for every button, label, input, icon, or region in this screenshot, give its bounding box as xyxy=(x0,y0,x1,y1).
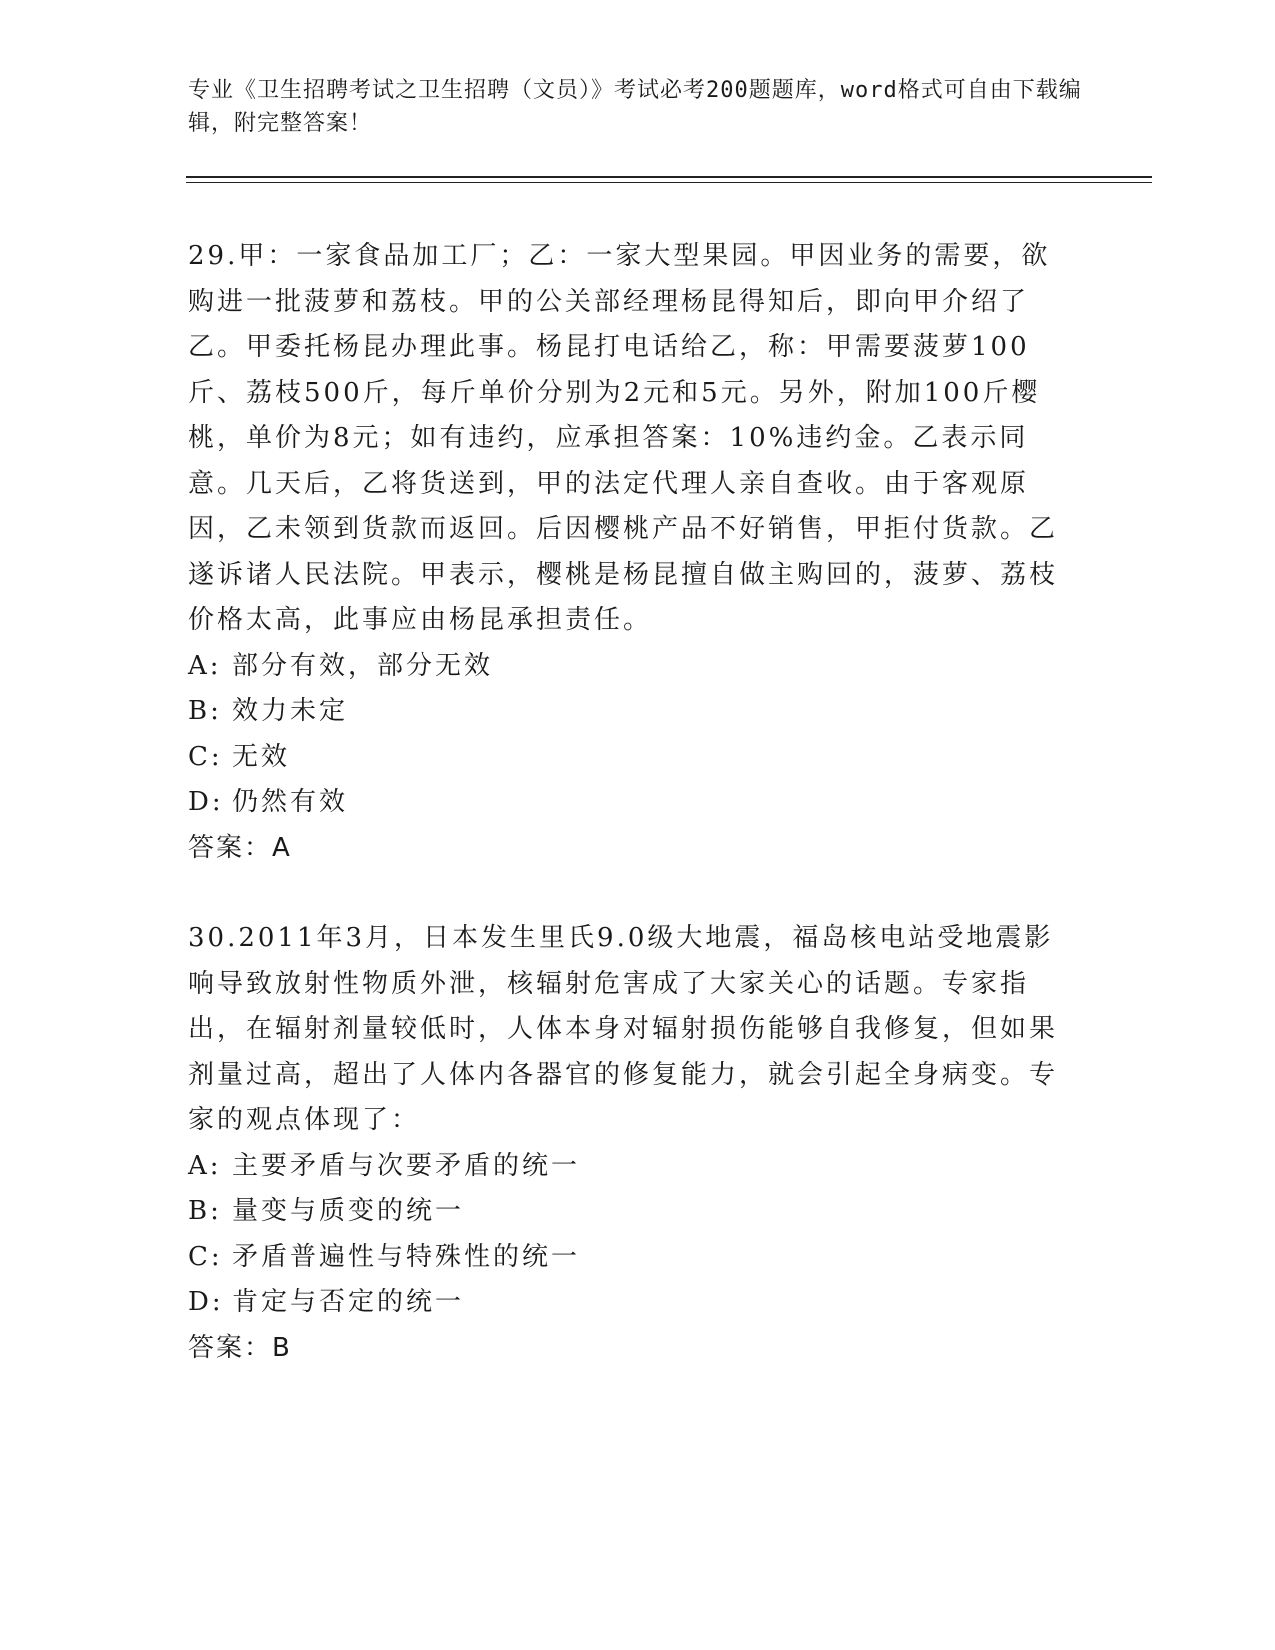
option-key: A: xyxy=(188,650,222,681)
option-text: 部分有效，部分无效 xyxy=(232,650,494,681)
option-text: 主要矛盾与次要矛盾的统一 xyxy=(232,1150,581,1181)
option-text: 无效 xyxy=(232,741,291,772)
answer-line: 答案：B xyxy=(188,1332,292,1363)
question-stem: 30.2011年3月，日本发生里氏9.0级大地震，福岛核电站受地震影响导致放射性物质外泄，核辐射危害成了大家关心的话题。专家指出，在辐射剂量较低时，人体本身对辐射损伤能够自我修复，但如果剂量过高，超出了人体内各器官的修复能力，就会引起全身病变。专家的观点体现了： xyxy=(188,923,1059,1135)
option-key: D: xyxy=(188,1287,224,1317)
option-text: 量变与质变的统一 xyxy=(232,1196,465,1226)
option-c xyxy=(188,1235,1073,1281)
option-d xyxy=(188,780,1073,826)
answer-line: 答案：A xyxy=(188,832,292,863)
question-30 xyxy=(188,916,1073,1371)
option-key: C: xyxy=(188,741,223,772)
option-key: A: xyxy=(188,1150,222,1181)
question-29 xyxy=(188,234,1073,871)
question-stem: 29.甲：一家食品加工厂；乙：一家大型果园。甲因业务的需要，欲购进一批菠萝和荔枝。甲的公关部经理杨昆得知后，即向甲介绍了乙。甲委托杨昆办理此事。杨昆打电话给乙，称：甲需要菠萝100斤、荔枝500斤，每斤单价分别为2元和5元。另外，附加100斤樱桃，单价为8元；如有违约，应承担答案：10%违约金。乙表示同意。几天后，乙将货送到，甲的法定代理人亲自查收。由于客观原因，乙未领到货款而返回。后因樱桃产品不好销售，甲拒付货款。乙遂诉诸人民法院。甲表示，樱桃是杨昆擅自做主购回的，菠萝、荔枝价格太高，此事应由杨昆承担责任。 xyxy=(188,241,1059,635)
document-header: 专业《卫生招聘考试之卫生招聘（文员）》考试必考200题题库，word格式可自由下载编辑，附完整答案！ xyxy=(188,78,1082,136)
option-text: 仍然有效 xyxy=(232,787,349,817)
header-divider-thin xyxy=(186,182,1152,183)
option-text: 效力未定 xyxy=(232,696,349,726)
option-d xyxy=(188,1280,1073,1326)
option-a xyxy=(188,1144,1073,1190)
option-a xyxy=(188,644,1073,690)
option-text: 矛盾普遍性与特殊性的统一 xyxy=(232,1241,581,1272)
option-key: B: xyxy=(188,1196,222,1226)
option-b xyxy=(188,1189,1073,1235)
option-c xyxy=(188,735,1073,781)
option-key: B: xyxy=(188,696,222,726)
option-key: C: xyxy=(188,1241,223,1272)
option-key: D: xyxy=(188,787,224,817)
option-text: 肯定与否定的统一 xyxy=(232,1287,465,1317)
header-divider-thick xyxy=(186,176,1152,178)
option-b xyxy=(188,689,1073,735)
